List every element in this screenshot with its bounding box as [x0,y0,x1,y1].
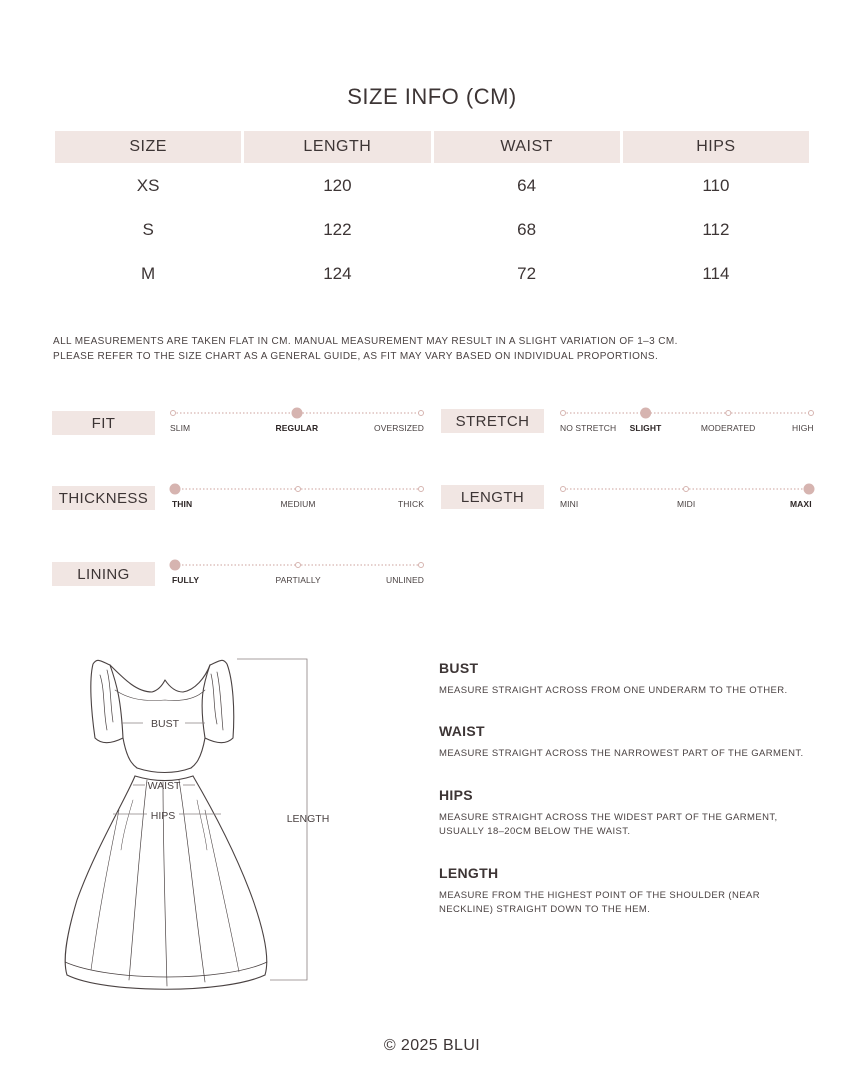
diagram-length-label: LENGTH [286,813,330,825]
thickness-scale-track [175,485,421,495]
scale-marker-selected [804,484,814,494]
scale-marker [419,411,424,416]
table-cell: 110 [702,175,730,195]
size-table [52,131,812,295]
column-header-size: SIZE [55,131,241,163]
length-label: LENGTH [441,485,544,509]
table-cell: 68 [517,219,537,239]
length-description [439,889,829,917]
hips-description-line: USUALLY 18–20CM BELOW THE WAIST. [439,826,631,837]
fit-label: FIT [52,411,155,435]
scale-marker [171,411,176,416]
length-scale-track [563,485,809,495]
scale-marker [561,487,566,492]
scale-marker [296,563,301,568]
table-cell: 112 [702,219,730,239]
table-cell: 114 [702,263,730,283]
length-title: LENGTH [439,865,499,881]
scale-option-label: NO STRETCH [560,423,617,433]
column-header-waist: WAIST [434,131,620,163]
table-cell: 120 [323,175,352,195]
lining-scale-track [175,561,421,571]
scale-option-label: REGULAR [275,423,319,433]
scale-option-label: MINI [560,499,579,509]
page-title: SIZE INFO (CM) [347,84,517,109]
length-description-line: MEASURE FROM THE HIGHEST POINT OF THE SHOULDER (NEAR [439,890,760,901]
stretch-scale [560,409,814,439]
diagram-waist-label: WAIST [147,780,181,792]
scale-option-label: PARTIALLY [275,575,321,585]
scale-option-label: MIDI [677,499,696,509]
length-description-line: NECKLINE) STRAIGHT DOWN TO THE HEM. [439,904,651,915]
scale-option-label: SLIGHT [629,423,662,433]
scale-option-label: OVERSIZED [374,423,425,433]
scale-option-label: FULLY [172,575,200,585]
column-header-length: LENGTH [244,131,430,163]
note-line: PLEASE REFER TO THE SIZE CHART AS A GENERAL GUIDE, AS FIT MAY VARY BASED ON INDIVIDUAL PROPORTIONS. [53,350,659,362]
scale-option-label: THIN [172,499,193,509]
scale-marker [419,487,424,492]
bust-description: MEASURE STRAIGHT ACROSS FROM ONE UNDERARM TO THE OTHER. [439,685,788,696]
fit-scale [170,409,425,439]
table-row [55,163,809,207]
stretch-label: STRETCH [441,409,544,433]
scale-option-label: MODERATED [700,423,756,433]
bust-title: BUST [439,660,479,676]
table-cell: S [142,219,154,239]
stretch-scale-track [563,409,811,419]
table-cell: M [141,263,156,283]
lining-label: LINING [52,562,155,586]
hips-description [439,811,829,839]
hips-title: HIPS [439,787,473,803]
table-cell: XS [136,175,160,195]
thickness-label: THICKNESS [52,486,155,510]
table-cell: 64 [517,175,537,195]
hips-description-line: MEASURE STRAIGHT ACROSS THE WIDEST PART OF THE GARMENT, [439,812,778,823]
waist-title: WAIST [439,723,485,739]
scale-marker-selected [170,560,180,570]
scale-marker [419,563,424,568]
waist-description: MEASURE STRAIGHT ACROSS THE NARROWEST PART OF THE GARMENT. [439,748,804,759]
scale-option-label: MEDIUM [280,499,316,509]
scale-marker [726,411,731,416]
dress-diagram [55,650,330,1000]
scale-marker [684,487,689,492]
scale-option-label: UNLINED [386,575,425,585]
table-header-row [55,131,809,163]
waist-instruction [439,723,829,761]
measurement-note [53,335,813,364]
thickness-scale [172,485,424,515]
scale-marker-selected [170,484,180,494]
note-line: ALL MEASUREMENTS ARE TAKEN FLAT IN CM. MANUAL MEASUREMENT MAY RESULT IN A SLIGHT VARIATION OF 1–3 CM. [53,336,678,347]
diagram-bust-label: BUST [150,718,180,730]
table-cell: 72 [517,263,537,283]
scale-marker-selected [641,408,651,418]
diagram-hips-label: HIPS [150,810,176,822]
scale-option-label: SLIM [170,423,191,433]
table-row [55,251,809,295]
scale-marker [561,411,566,416]
hips-instruction [439,787,829,839]
table-cell: 122 [323,219,352,239]
scale-marker [296,487,301,492]
scale-marker-selected [292,408,302,418]
scale-option-label: MAXI [790,499,812,509]
scale-option-label: THICK [398,499,424,509]
table-row [55,207,809,251]
right-sleeve [205,660,234,742]
scale-marker [809,411,814,416]
lining-scale [172,561,425,591]
table-cell: 124 [323,263,352,283]
copyright-footer: © 2025 BLUI [383,1037,481,1054]
fit-scale-track [173,409,421,419]
bust-instruction [439,660,829,698]
scale-option-label: HIGH [792,423,814,433]
length-instruction [439,865,829,917]
length-scale [560,485,812,515]
column-header-hips: HIPS [623,131,809,163]
